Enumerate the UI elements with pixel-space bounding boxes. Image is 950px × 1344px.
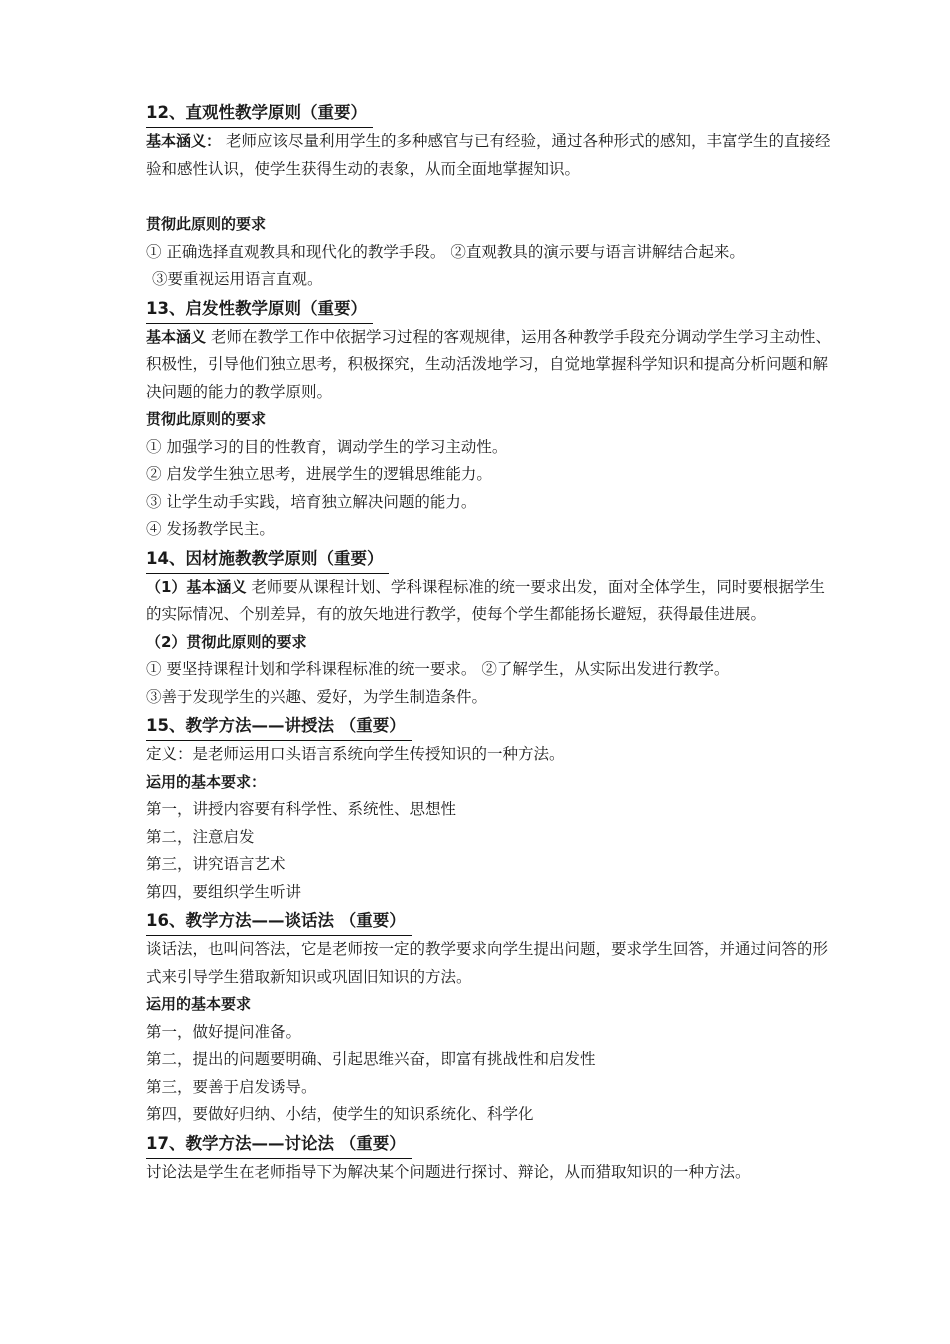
list-item: 第一，讲授内容要有科学性、系统性、思想性 <box>146 800 457 818</box>
definition-label: （1）基本涵义 <box>146 577 247 596</box>
section-14-heading: 14、因材施教教学原则（重要） <box>146 544 389 574</box>
section-16-requirements-label: 运用的基本要求 <box>146 995 252 1013</box>
section-14-requirements-label: （2）贯彻此原则的要求 <box>146 632 307 651</box>
requirement-line: ③要重视运用语言直观。 <box>152 270 323 288</box>
section-15-requirements-label: 运用的基本要求： <box>146 772 267 791</box>
definition-text: 老师应该尽量利用学生的多种感官与已有经验，通过各种形式的感知，丰富学生的直接经验和感性认识，使学生获得生动的表象，从而全面地掌握知识。 <box>146 132 831 178</box>
section-13-requirements-label: 贯彻此原则的要求 <box>146 410 267 428</box>
list-item: 第二，提出的问题要明确、引起思维兴奋，即富有挑战性和启发性 <box>146 1050 596 1068</box>
definition-text: 老师要从课程计划、学科课程标准的统一要求出发，面对全体学生，同时要根据学生的实际情况、个别差异，有的放矢地进行教学，使每个学生都能扬长避短，获得最佳进展。 <box>146 577 825 623</box>
list-item: ④ 发扬教学民主。 <box>146 520 275 538</box>
requirement-line: ① 要坚持课程计划和学科课程标准的统一要求。 ②了解学生，从实际出发进行教学。 <box>146 660 730 678</box>
list-item: 第三，要善于启发诱导。 <box>146 1077 317 1096</box>
section-17-definition: 讨论法是学生在老师指导下为解决某个问题进行探讨、辩论，从而猎取知识的一种方法。 <box>146 1162 751 1181</box>
list-item: ② 启发学生独立思考，进展学生的逻辑思维能力。 <box>146 465 492 483</box>
section-14-definition <box>146 574 836 629</box>
section-15-definition: 定义：是老师运用口头语言系统向学生传授知识的一种方法。 <box>146 745 565 763</box>
list-item: 第一，做好提问准备。 <box>146 1022 302 1041</box>
section-16-definition: 谈话法，也叫问答法，它是老师按一定的教学要求向学生提出问题，要求学生回答，并通过问答的形式来引导学生猎取新知识或巩固旧知识的方法。 <box>146 940 829 986</box>
requirement-line: ③善于发现学生的兴趣、爱好，为学生制造条件。 <box>146 687 488 706</box>
list-item: ① 加强学习的目的性教育，调动学生的学习主动性。 <box>146 437 508 456</box>
section-16-heading: 16、教学方法——谈话法 （重要） <box>146 906 412 936</box>
section-12-heading: 12、直观性教学原则（重要） <box>146 98 373 128</box>
blank-spacer <box>146 183 836 211</box>
section-13-heading: 13、启发性教学原则（重要） <box>146 294 373 324</box>
section-15-heading: 15、教学方法——讲授法 （重要） <box>146 711 412 741</box>
definition-text: 老师在教学工作中依据学习过程的客观规律，运用各种教学手段充分调动学生学习主动性、积极性，引导他们独立思考，积极探究，生动活泼地学习，自觉地掌握科学知识和提高分析问题和解决问题的能力的教学原则。 <box>146 327 831 401</box>
section-13-definition <box>146 324 836 407</box>
document-page <box>146 98 836 1186</box>
list-item: 第四，要做好归纳、小结，使学生的知识系统化、科学化 <box>146 1105 534 1123</box>
definition-label: 基本涵义： <box>146 132 222 150</box>
list-item: ③ 让学生动手实践，培育独立解决问题的能力。 <box>146 492 477 511</box>
list-item: 第三，讲究语言艺术 <box>146 855 286 873</box>
definition-label: 基本涵义 <box>146 327 207 346</box>
list-item: 第四，要组织学生听讲 <box>146 882 302 901</box>
requirement-line: ① 正确选择直观教具和现代化的教学手段。 ②直观教具的演示要与语言讲解结合起来。 <box>146 242 745 261</box>
section-17-heading: 17、教学方法——讨论法 （重要） <box>146 1129 412 1159</box>
section-12-requirements-label: 贯彻此原则的要求 <box>146 215 267 233</box>
list-item: 第二，注意启发 <box>146 827 255 846</box>
section-12-definition <box>146 128 836 183</box>
